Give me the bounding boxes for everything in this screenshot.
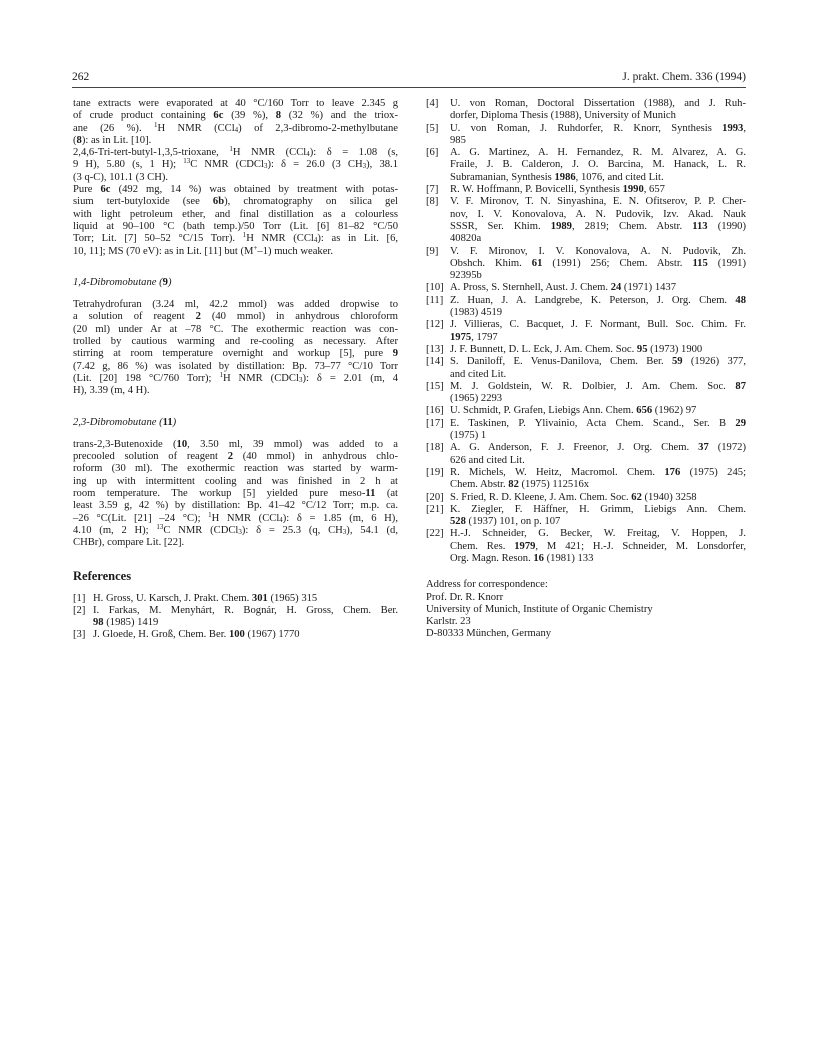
text-line: (20 ml) under Ar at –78 °C. The exothermic reaction was con-	[73, 323, 398, 335]
reference-item	[426, 184, 746, 196]
reference-text-line: E. Taskinen, P. Ylivainio, Acta Chem. Scand., Ser. B 29	[450, 417, 746, 429]
section-heading-23-dibromobutane: 2,3-Dibromobutane (11)	[73, 416, 177, 428]
reference-text-line: 1975, 1797	[450, 331, 498, 343]
text-line: Torr; Lit. [7] 50–52 °C/15 Torr). $^1$H NMR (CCl$_4$): as in Lit. [6,	[73, 231, 399, 245]
reference-text-line: V. F. Mironov, I. V. Konovalova, A. N. Pudovik, Zh.	[450, 245, 746, 257]
text-line: of crude product containing 6c (39 %), 8 (32 %) and the triox-	[73, 110, 398, 122]
right-column	[426, 98, 746, 641]
page-number: 262	[72, 71, 90, 83]
text-line: 2,4,6-Tri-tert-butyl-1,3,5-trioxane, $^1$H NMR (CCl$_4$): δ = 1.08 (s,	[73, 145, 399, 159]
text-line: Pure 6c (492 mg, 14 %) was obtained by treatment with potas-	[73, 184, 398, 196]
reference-text-line: (1975) 1	[450, 430, 487, 442]
reference-text-line: nov, I. V. Konovalova, A. N. Pudovik, Izv. Akad. Nauk	[450, 208, 746, 220]
paragraph-dibromobutane	[73, 299, 398, 397]
reference-text-line: 98 (1985) 1419	[93, 617, 159, 629]
reference-text-line: R. W. Hoffmann, P. Bovicelli, Synthesis 1990, 657	[450, 184, 665, 196]
reference-text-line: Org. Magn. Reson. 16 (1981) 133	[450, 552, 594, 564]
text-line: a solution of reagent 2 (40 mmol) in anhydrous chloroform	[73, 311, 398, 323]
reference-text-line: and cited Lit.	[450, 368, 507, 380]
reference-text-line: Chem. Abstr. 82 (1975) 112516x	[450, 479, 590, 491]
text-line: trolled by cautious warming and re-cooling as necessary. After	[73, 336, 398, 348]
text-line: liquid at 90–100 °C (bath temp.)/50 Torr (Lit. [6] 81–82 °C/50	[73, 220, 398, 232]
text-line: 9 H), 5.80 (s, 1 H); $^{13}$C NMR (CDCl$_3$): δ = 26.0 (3 $CH_3$), 38.1	[73, 157, 398, 171]
text-line: precooled solution of reagent 2 (40 mmol) in anhydrous chlo-	[73, 451, 398, 463]
reference-item	[426, 381, 746, 406]
reference-item	[426, 282, 746, 294]
reference-text-line: J. Gloede, H. Groß, Chem. Ber. 100 (1967) 1770	[93, 629, 300, 641]
reference-text-line: U. von Roman, Doctoral Dissertation (1988), and J. Ruh-	[450, 98, 746, 109]
paragraph-pure-6c	[73, 184, 398, 258]
journal-citation: J. prakt. Chem. 336 (1994)	[622, 71, 746, 83]
reference-item	[73, 605, 398, 630]
text-line: H), 3.39 (m, 4 H).	[73, 385, 150, 397]
reference-number: [13]	[426, 343, 444, 355]
reference-number: [16]	[426, 405, 444, 417]
left-column	[73, 98, 398, 642]
text-line: ing up with intermittent cooling and was finished in 2 h at	[73, 475, 398, 487]
reference-text-line: U. von Roman, J. Ruhdorfer, R. Knorr, Synthesis 1993,	[450, 122, 746, 134]
text-line: D-80333 München, Germany	[426, 628, 552, 640]
text-line: (7.42 g, 86 %) was isolated by distillation: Bp. 73–77 °C/10 Torr	[73, 360, 398, 372]
text-line: roform (30 ml). The exothermic reaction was started by warm-	[73, 463, 398, 475]
reference-list-left	[73, 593, 398, 642]
paragraph-23-dibromobutane	[73, 439, 398, 550]
reference-text-line: A. G. Martinez, A. H. Fernandez, R. M. Alvarez, A. G.	[450, 147, 746, 159]
text-line: with light petroleum ether, and final distillation as a colourless	[73, 208, 398, 220]
text-line: Tetrahydrofuran (3.24 ml, 42.2 mmol) was added dropwise to	[73, 299, 398, 311]
reference-text-line: S. Fried, R. D. Kleene, J. Am. Chem. Soc. 62 (1940) 3258	[450, 491, 697, 503]
text-line: Prof. Dr. R. Knorr	[426, 591, 504, 603]
reference-number: [2]	[73, 604, 86, 616]
paragraph-extracts	[73, 98, 398, 147]
reference-text-line: M. J. Goldstein, W. R. Dolbier, J. Am. Chem. Soc. 87	[450, 380, 746, 392]
reference-number: [21]	[426, 503, 444, 515]
text-line: trans-2,3-Butenoxide (10, 3.50 ml, 39 mmol) was added to a	[73, 438, 398, 450]
text-line: CHBr), compare Lit. [22].	[73, 537, 185, 549]
reference-number: [15]	[426, 380, 444, 392]
reference-text-line: (1965) 2293	[450, 393, 503, 405]
reference-number: [1]	[73, 592, 86, 604]
reference-number: [10]	[426, 282, 444, 294]
text-line: (Lit. [20] 198 °C/760 Torr); $^1$H NMR (CDCl$_3$): δ = 2.01 (m, 4	[73, 370, 398, 384]
reference-number: [6]	[426, 147, 439, 159]
reference-item	[426, 356, 746, 381]
reference-item	[426, 295, 746, 320]
reference-text-line: 528 (1937) 101, on p. 107	[450, 516, 561, 528]
reference-number: [9]	[426, 245, 439, 257]
text-line: room temperature. The workup [5] yielded pure meso-11 (at	[73, 488, 398, 500]
reference-text-line: Obshch. Khim. 61 (1991) 256; Chem. Abstr. 115 (1991)	[450, 257, 746, 269]
reference-item	[426, 147, 746, 184]
reference-text-line: Fraile, J. B. Calderon, J. O. Barcina, M. Hanack, L. R.	[450, 159, 746, 171]
text-line: (3 q-C), 101.1 (3 CH).	[73, 171, 169, 183]
reference-text-line: I. Farkas, M. Menyhárt, R. Bognár, H. Gross, Chem. Ber.	[93, 604, 398, 616]
reference-item	[426, 528, 746, 565]
reference-text-line: Subramanian, Synthesis 1986, 1076, and cited Lit.	[450, 171, 664, 183]
reference-number: [7]	[426, 184, 439, 196]
header-rule	[72, 87, 746, 88]
reference-text-line: (1983) 4519	[450, 307, 503, 319]
reference-text-line: U. Schmidt, P. Grafen, Liebigs Ann. Chem. 656 (1962) 97	[450, 405, 697, 417]
references-heading: References	[73, 568, 132, 583]
reference-item	[426, 467, 746, 492]
text-line: ane (26 %). $^1$H NMR (CCl$_4$) of 2,3-dibromo-2-methylbutane	[73, 120, 398, 134]
reference-text-line: H.-J. Schneider, G. Becker, W. Freitag, V. Hoppen, J.	[450, 528, 746, 540]
reference-text-line: 626 and cited Lit.	[450, 454, 525, 466]
reference-text-line: V. F. Mironov, T. N. Sinyashina, E. N. Ofitserov, P. P. Cher-	[450, 196, 746, 208]
reference-text-line: R. Michels, W. Heitz, Macromol. Chem. 176 (1975) 245;	[450, 466, 747, 478]
reference-number: [12]	[426, 319, 444, 331]
reference-text-line: J. F. Bunnett, D. L. Eck, J. Am. Chem. Soc. 95 (1973) 1900	[450, 343, 703, 355]
reference-text-line: A. Pross, S. Sternhell, Aust. J. Chem. 24 (1971) 1437	[450, 282, 677, 294]
paragraph-trioxane	[73, 147, 398, 184]
reference-text-line: 985	[450, 134, 466, 146]
text-line: stirring at room temperature overnight and workup [5], pure 9	[73, 348, 398, 360]
reference-number: [20]	[426, 491, 444, 503]
text-line: least 3.59 g, 42 %) by distillation: Bp. 41–42 °C/12 Torr; m.p. ca.	[73, 500, 398, 512]
reference-number: [3]	[73, 629, 86, 641]
reference-text-line: Chem. Res. 1979, M 421; H.-J. Schneider, M. Lonsdorfer,	[450, 540, 746, 552]
reference-text-line: J. Villieras, C. Bacquet, J. F. Normant, Bull. Soc. Chim. Fr.	[450, 319, 746, 331]
reference-item	[426, 442, 746, 467]
reference-number: [4]	[426, 98, 439, 109]
reference-text-line: K. Ziegler, F. Häffner, H. Grimm, Liebigs Ann. Chem.	[450, 503, 746, 515]
section-heading-dibromobutane: 1,4-Dibromobutane (9)	[73, 276, 172, 288]
reference-text-line: S. Daniloff, E. Venus-Danilova, Chem. Ber. 59 (1926) 377,	[450, 356, 746, 368]
reference-number: [17]	[426, 417, 444, 429]
text-line: Address for correspondence:	[426, 579, 548, 591]
reference-item	[426, 246, 746, 283]
reference-text-line: SSSR, Ser. Khim. 1989, 2819; Chem. Abstr. 113 (1990)	[450, 220, 746, 232]
text-line: University of Munich, Institute of Organic Chemistry	[426, 603, 653, 615]
reference-item	[426, 123, 746, 148]
reference-item	[426, 344, 746, 356]
reference-number: [5]	[426, 122, 439, 134]
text-line: (8): as in Lit. [10].	[73, 134, 152, 146]
reference-number: [19]	[426, 466, 444, 478]
reference-item	[426, 196, 746, 245]
reference-number: [11]	[426, 294, 444, 306]
reference-item	[426, 492, 746, 504]
reference-text-line: H. Gross, U. Karsch, J. Prakt. Chem. 301 (1965) 315	[93, 592, 318, 604]
reference-list-right	[426, 98, 746, 565]
text-line: 10, 11]; MS (70 eV): as in Lit. [11] but (M+–1) much weaker.	[73, 243, 334, 257]
reference-text-line: 40820a	[450, 233, 482, 245]
reference-number: [14]	[426, 356, 444, 368]
reference-text-line: dorfer, Diploma Thesis (1988), University of Munich	[450, 110, 676, 122]
reference-number: [22]	[426, 528, 444, 540]
running-header	[72, 71, 746, 85]
reference-item	[426, 98, 746, 123]
reference-item	[426, 504, 746, 529]
text-line: 4.10 (m, 2 H); $^{13}$C NMR (CDCl$_3$): δ = 25.3 (q, $CH_3$), 54.1 (d,	[73, 522, 398, 536]
text-line: Karlstr. 23	[426, 616, 471, 628]
reference-number: [18]	[426, 442, 444, 454]
reference-item	[73, 593, 398, 605]
reference-number: [8]	[426, 196, 439, 208]
text-line: tane extracts were evaporated at 40 °C/160 Torr to leave 2.345 g	[73, 98, 398, 109]
text-line: –26 °C(Lit. [21] –24 °C); $^1$H NMR (CCl$_4$): δ = 1.85 (m, 6 H),	[73, 510, 398, 524]
reference-text-line: 92395b	[450, 270, 482, 282]
reference-text-line: Z. Huan, J. A. Landgrebe, K. Peterson, J. Org. Chem. 48	[450, 294, 746, 306]
text-line: sium tert-butyloxide (see 6b), chromatography on silica gel	[73, 196, 398, 208]
reference-item	[426, 418, 746, 443]
reference-item	[426, 319, 746, 344]
reference-text-line: A. G. Anderson, F. J. Freenor, J. Org. Chem. 37 (1972)	[450, 442, 746, 454]
reference-item	[73, 629, 398, 641]
reference-item	[426, 405, 746, 417]
correspondence-address	[426, 579, 746, 640]
